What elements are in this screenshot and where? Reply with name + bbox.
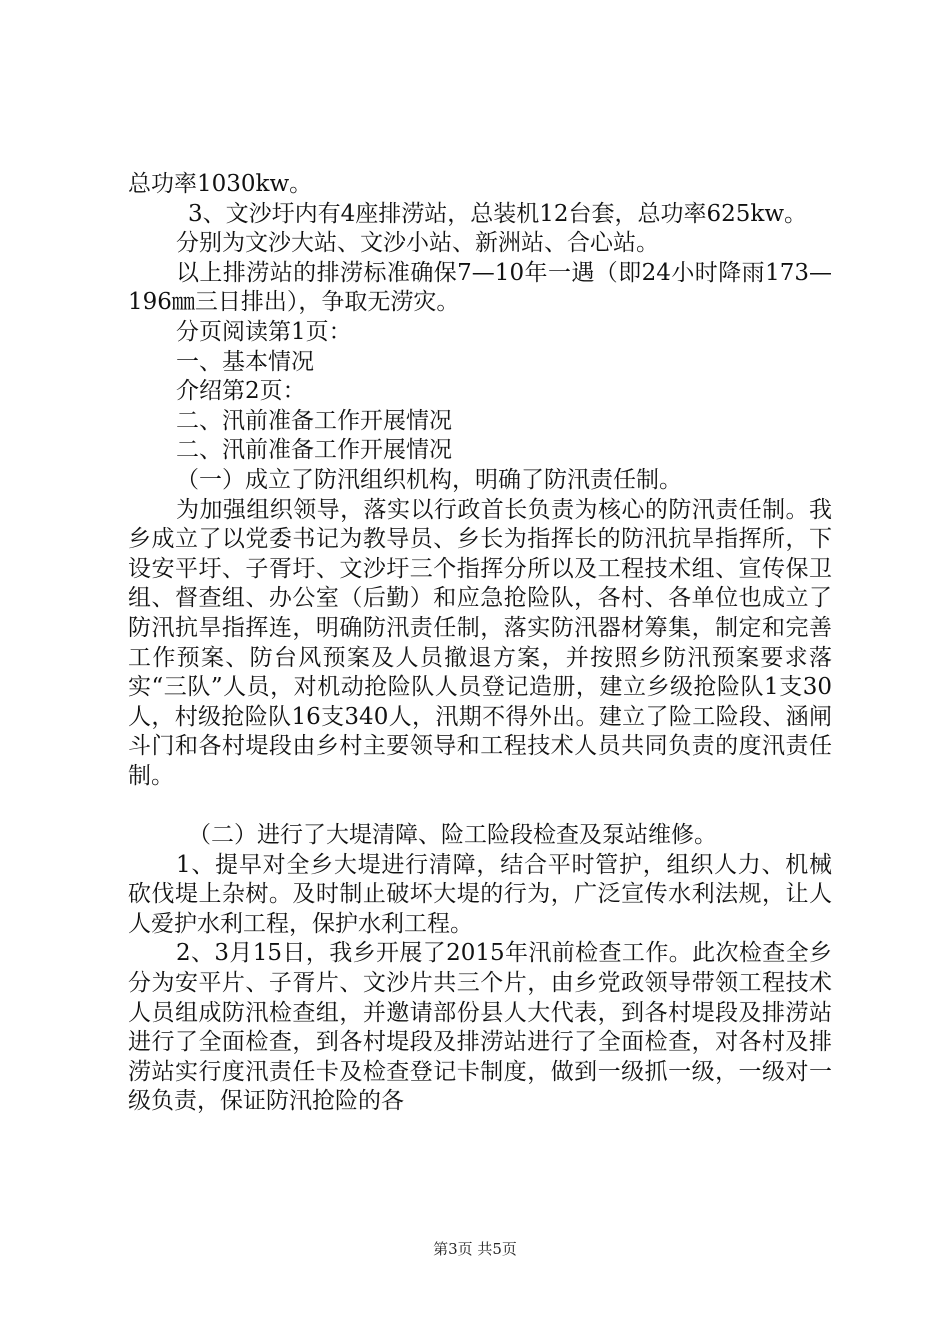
- paragraph-station-names: 分别为文沙大站、文沙小站、新洲站、合心站。: [176, 230, 659, 257]
- heading-preparation-work: 二、汛前准备工作开展情况: [176, 407, 452, 434]
- subheading-organization: （一）成立了防汛组织机构，明确了防汛责任制。: [176, 466, 682, 493]
- heading-basic-situation: 一、基本情况: [176, 348, 314, 375]
- paragraph-drainage-standard: 以上排涝站的排涝标准确保7—10年一遇（即24小时降雨173—196㎜三日排出），争取无涝灾。: [128, 259, 832, 316]
- paragraph-wensha-pump-stations: 3、文沙圩内有4座排涝站，总装机12台套，总功率625kw。: [188, 200, 808, 227]
- paragraph-flood-inspection: 2、3月15日，我乡开展了2015年汛前检查工作。此次检查全乡分为安平片、子胥片、文沙片共三个片，由乡党政领导带领工程技术人员组成防汛检查组，并邀请部份县人大代表，到各村堤段及排涝站进行了全面检查，到各村堤段及排涝站进行了全面检查，对各村及排涝站实行度汛责任卡及检查登记卡制度，做到一级抓一级，一级对一级负责，保证防汛抢险的各: [128, 940, 832, 1115]
- paragraph-page-link-2: 介绍第2页：: [176, 378, 306, 405]
- paragraph-total-power: 总功率1030kw。: [128, 171, 313, 197]
- paragraph-page-link-1: 分页阅读第1页：: [176, 318, 352, 345]
- paragraph-organization-details: 为加强组织领导，落实以行政首长负责为核心的防汛责任制。我乡成立了以党委书记为教导员、乡长为指挥长的防汛抗旱指挥所，下设安平圩、子胥圩、文沙圩三个指挥分所以及工程技术组、宣传保卫组、督查组、办公室（后勤）和应急抢险队，各村、各单位也成立了防汛抗旱指挥连，明确防汛责任制，落实防汛器材筹集，制定和完善工作预案、防台风预案及人员撤退方案，并按照乡防汛预案要求落实“三队”人员，对机动抢险队人员登记造册，建立乡级抢险队1支30人，村级抢险队16支340人，汛期不得外出。建立了险工险段、涵闸斗门和各村堤段由乡村主要领导和工程技术人员共同负责的度汛责任制。: [128, 496, 832, 789]
- document-body: [128, 170, 832, 1117]
- heading-preparation-work-repeat: 二、汛前准备工作开展情况: [176, 437, 452, 464]
- page-footer: 第3页 共5页: [433, 1240, 517, 1258]
- paragraph-levee-clearing: 1、提早对全乡大堤进行清障，结合平时管护，组织人力、机械砍伐堤上杂树。及时制止破坏大堤的行为，广泛宣传水利法规，让人人爱护水利工程，保护水利工程。: [128, 851, 832, 937]
- subheading-levee-inspection: （二）进行了大堤清障、险工险段检查及泵站维修。: [188, 822, 717, 849]
- paragraph-spacer: [128, 791, 832, 821]
